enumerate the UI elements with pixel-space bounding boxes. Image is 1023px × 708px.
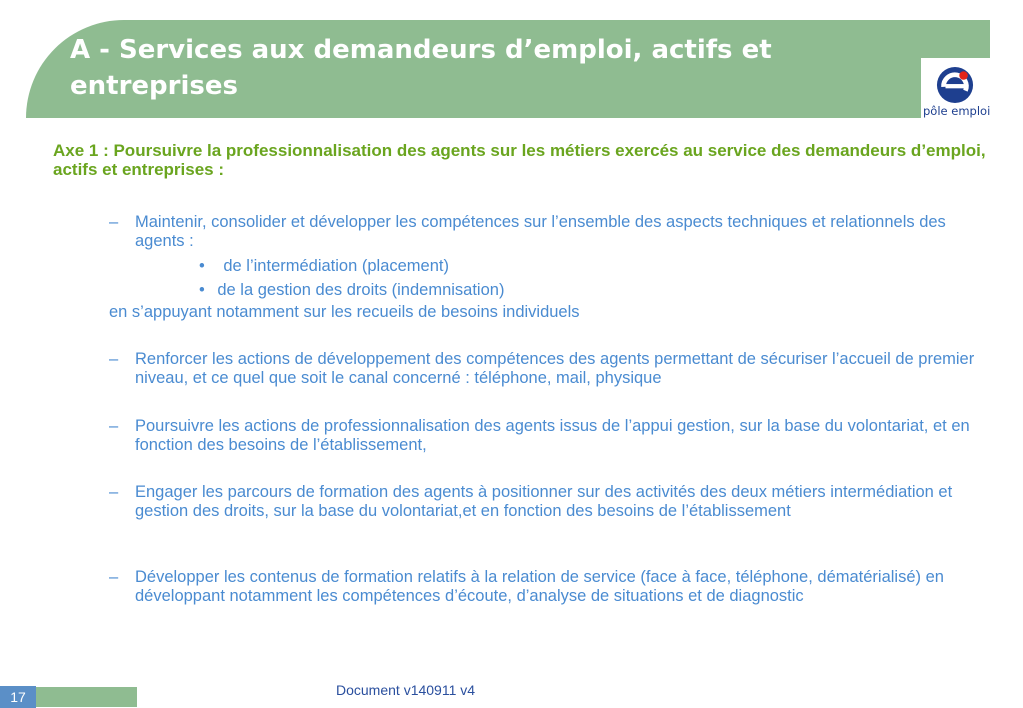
bullet-text: Maintenir, consolider et développer les compétences sur l’ensemble des aspects techniques et relationnels des agents : bbox=[135, 213, 946, 250]
dash-bullet: – bbox=[109, 417, 119, 435]
logo-e-icon bbox=[936, 66, 974, 104]
dot-bullet: • bbox=[199, 281, 205, 299]
bullet-text: Poursuivre les actions de professionnalisation des agents issus de l’appui gestion, sur la base du volontariat, et en fonction des besoins de l’établissement, bbox=[135, 417, 970, 454]
dash-bullet: – bbox=[109, 350, 119, 368]
dot-bullet: • bbox=[199, 257, 205, 275]
axe-heading: Axe 1 : Poursuivre la professionnalisation des agents sur les métiers exercés au service des demandeurs d’emploi, actifs et entreprises : bbox=[53, 141, 986, 179]
slide-title: A - Services aux demandeurs d’emploi, actifs et entreprises bbox=[70, 35, 772, 101]
plain-line: en s’appuyant notamment sur les recueils de besoins individuels bbox=[109, 303, 580, 321]
footer-document-version: Document v140911 v4 bbox=[336, 682, 476, 698]
sub-bullet-item bbox=[199, 281, 504, 300]
footer-bar bbox=[36, 687, 137, 707]
sub-bullet-text: de l’intermédiation (placement) bbox=[223, 257, 449, 275]
bullet-text: Renforcer les actions de développement des compétences des agents permettant de sécuriser l’accueil de premier niveau, et ce quel que soit le canal concerné : téléphone, mail, physique bbox=[135, 350, 975, 387]
logo-text: pôle emploi bbox=[923, 104, 991, 118]
bullet-text: Développer les contenus de formation relatifs à la relation de service (face à face, téléphone, dématérialisé) en développant notamment les compétences d’écoute, d’analyse de situations et de diagnostic bbox=[135, 568, 944, 605]
sub-bullet-item bbox=[199, 257, 449, 276]
sub-bullet-text: de la gestion des droits (indemnisation) bbox=[217, 281, 505, 299]
bullet-text: Engager les parcours de formation des agents à positionner sur des activités des deux métiers intermédiation et gestion des droits, sur la base du volontariat,et en fonction des besoins de l’établissement bbox=[135, 483, 953, 520]
page-number: 17 bbox=[0, 686, 36, 708]
pole-emploi-logo bbox=[921, 58, 1001, 122]
dash-bullet: – bbox=[109, 568, 119, 586]
dash-bullet: – bbox=[109, 483, 119, 501]
dash-bullet: – bbox=[109, 213, 119, 231]
